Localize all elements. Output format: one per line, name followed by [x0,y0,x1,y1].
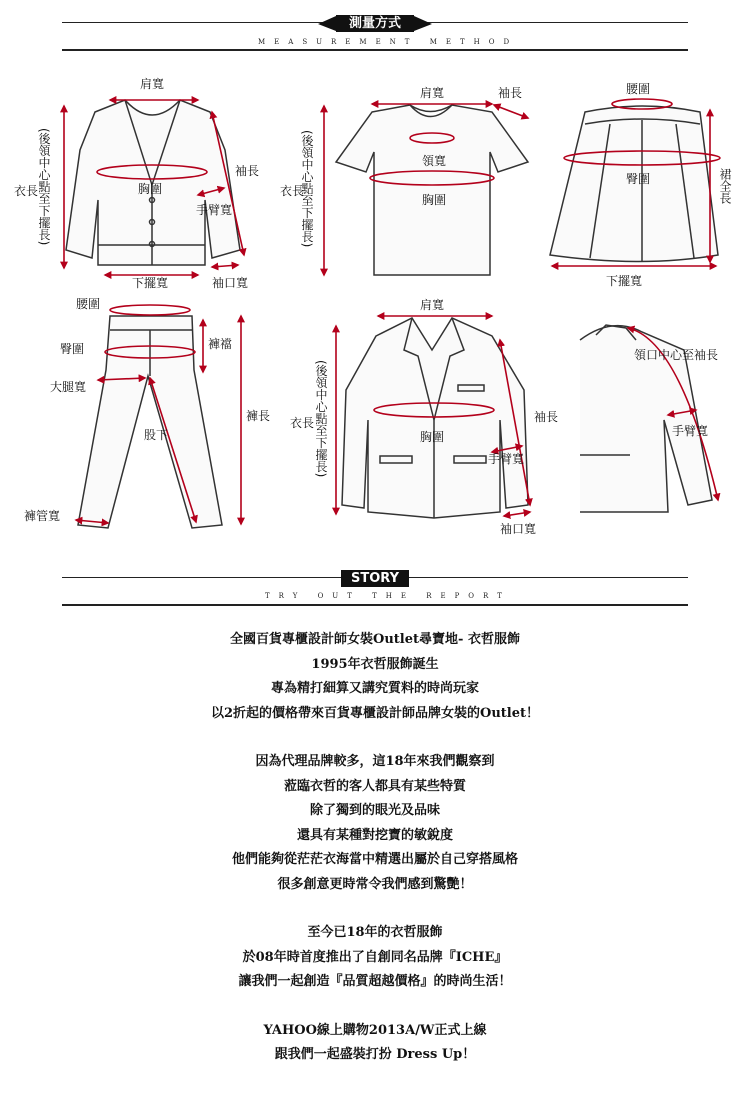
story-text [0,628,750,1068]
story-rule-thick [62,604,688,606]
jacket-back-collar-sleeve-label: 領口中心至袖長 [634,348,719,362]
story-line: 跟我們一起盛裝打扮 Dress Up！ [274,1047,476,1062]
jacket-back-center-label: (後領中心點至下擺長) [314,360,328,478]
tshirt-length-label: 衣長 [280,184,305,198]
story-line: 於08年時首度推出了自創同名品牌『ICHE』 [242,949,508,965]
pants-thigh-label: 大腿寬 [50,380,87,394]
skirt-hem-label: 下擺寬 [606,274,643,288]
pants-inseam-label: 股下 [144,428,169,442]
story-line: 還具有某種對挖寶的敏銳度 [296,827,453,843]
jacket-cuff-label: 袖口寬 [500,522,537,536]
header-ribbons [318,16,432,31]
tshirt-drawing [336,105,528,275]
story-line: 讓我們一起創造『品質超越價格』的時尚生活！ [238,974,512,989]
story-line: 他們能夠從茫茫衣海當中精選出屬於自己穿搭風格 [231,852,518,867]
cardigan-back-center-label: (後領中心點至下擺長) [37,128,51,246]
story-line: 以2折起的價格帶來百貨專櫃設計師品牌女裝的Outlet！ [210,705,540,721]
story-line: 至今已18年的衣哲服飾 [307,925,443,940]
story-subtitle: TRY OUT THE REPORT [265,592,511,600]
cardigan-hem-label: 下擺寬 [132,276,169,290]
cardigan-arm-label: 手臂寬 [196,203,233,217]
story-line: 因為代理品牌較多，這18年來我們觀察到 [255,754,495,769]
story-line: 除了獨到的眼光及品味 [309,803,440,818]
cardigan-cuff-label: 袖口寬 [212,276,249,290]
measurement-subtitle: MEASUREMENT METHOD [258,38,519,46]
pants-length-label: 褲長 [246,409,271,423]
tshirt-sleeve-label: 袖長 [498,86,523,100]
story-line: YAHOO線上購物2013A/W正式上線 [263,1022,487,1038]
pants-drawing [78,316,222,528]
cardigan-shoulder-label: 肩寬 [140,77,165,91]
pants-waist-label: 腰圍 [76,297,101,311]
tshirt-neck-label: 領寬 [422,154,447,168]
jacket-length-label: 衣長 [290,416,315,430]
measurement-badge: 測量方式 [336,15,414,32]
tshirt-back-center-label: (後領中心點至下擺長) [300,130,314,248]
jacket-back-arm-label: 手臂寬 [672,424,709,438]
story-line: 全國百貨專櫃設計師女裝Outlet尋寶地- 衣哲服飾 [230,632,520,647]
cardigan-sleeve-label: 袖長 [235,164,260,178]
story-line: 很多創意更時常令我們感到驚艷！ [277,876,473,892]
tshirt-shoulder-label: 肩寬 [420,86,445,100]
tshirt-chest-label: 胸圍 [422,193,447,207]
story-line: 蒞臨衣哲的客人都具有某些特質 [283,778,466,794]
cardigan-length-label: 衣長 [14,184,39,198]
story-line: 專為精打細算又講究質料的時尚玩家 [270,681,479,696]
pants-rise-label: 褲襠 [208,337,233,351]
jacket-shoulder-label: 肩寬 [420,298,445,312]
jacket-arm-label: 手臂寬 [488,452,525,466]
jacket-sleeve-label: 袖長 [534,410,559,424]
story-badge: STORY [341,570,409,587]
story-line: 1995年衣哲服飾誕生 [311,656,439,672]
skirt-hip-label: 臀圍 [626,172,651,186]
skirt-waist-label: 腰圍 [626,82,651,96]
cardigan-chest-label: 胸圍 [138,182,163,196]
jacket-drawing [342,318,528,518]
pants-leg-opening-label: 褲管寬 [24,509,61,523]
pants-hip-label: 臀圍 [60,342,85,356]
skirt-length-label: 裙全長 [718,168,732,204]
jacket-chest-label: 胸圍 [420,430,445,444]
